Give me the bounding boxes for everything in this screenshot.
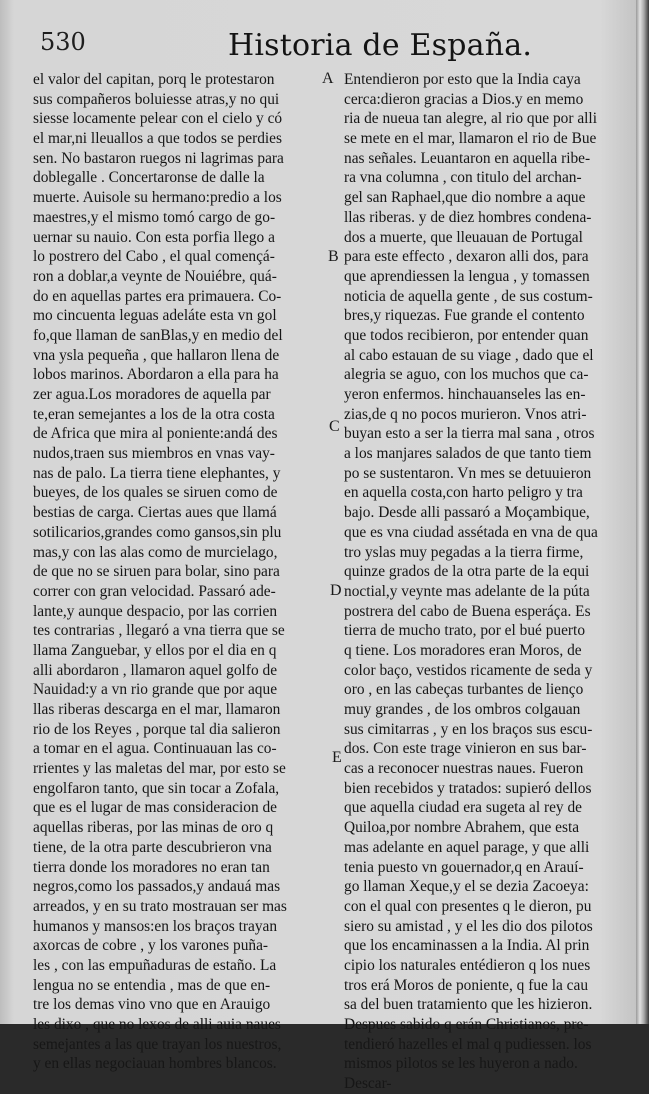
- text-line: tes contrarias , llegaró a vna tierra que se: [33, 622, 285, 640]
- text-line: rrientes y las maletas del mar, por esto se: [33, 760, 286, 778]
- text-line: aquellas riberas, por las minas de oro q: [33, 819, 274, 837]
- text-line: go llaman Xeque,y el se dezia Zacoeya:: [344, 878, 589, 896]
- page-header: [18, 18, 618, 68]
- text-line: el valor del capitan, porq le protestaron: [33, 71, 275, 88]
- text-line: a los manjares salados de que tanto tiem: [344, 445, 592, 463]
- text-line: les dixo , que no lexos de alli auia naues: [33, 1016, 281, 1033]
- text-line: sus cimitarras , y en los braços sus escu-: [344, 720, 593, 738]
- margin-marker-a: A: [322, 70, 334, 87]
- text-line: bres,y riquezas. Fue grande el contento: [344, 307, 585, 325]
- text-line: noticia de aquella gente , de sus costum-: [344, 287, 593, 305]
- text-line: dos. Con este trage vinieron en sus bar-: [344, 740, 587, 758]
- text-line: ra vna columna , con titulo del archan-: [344, 169, 582, 187]
- text-line: siesse locamente pelear con el cielo y có: [33, 110, 283, 128]
- text-line: te,eran semejantes a los de la otra costa: [33, 405, 275, 423]
- text-line: vna ysla pequeña , que hallaron llena de: [33, 346, 280, 364]
- text-line: el mar,ni lleuallos a que todos se perdies: [33, 130, 282, 148]
- text-line: fo,que llaman de sanBlas,y en medio del: [33, 326, 283, 344]
- text-line: sen. No bastaron ruegos ni lagrimas para: [33, 149, 284, 167]
- text-line: maestres,y el mismo tomó cargo de go-: [33, 208, 276, 226]
- text-line: zias,de q no pocos murieron. Vnos atri-: [344, 405, 587, 423]
- text-line: sus compañeros boluiesse atras,y no qui: [33, 90, 280, 108]
- text-line: llas riberas. y de diez hombres condena-: [344, 208, 592, 226]
- text-line: a tomar en el agua. Continuauan las co-: [33, 740, 277, 758]
- text-line: muy grandes , de los ombros colgauan: [344, 701, 581, 718]
- margin-marker-b: B: [328, 248, 339, 265]
- text-line: doblegalle . Concertaronse de dalle la: [33, 169, 265, 187]
- text-line: cipio los naturales entédieron q los nues: [344, 956, 591, 974]
- text-line: bien recebidos y tratados: supieró dellos: [344, 779, 592, 797]
- page-edge: [636, 0, 649, 1024]
- text-line: mas adelante en aquel parage, y que alli: [344, 838, 590, 856]
- text-line: tiene, de la otra parte descubrieron vna: [33, 838, 272, 856]
- text-line: que los encaminassen a la India. Al prin: [344, 937, 590, 955]
- text-line: de Africa que mira al poniente:andá des: [33, 425, 278, 443]
- text-line: que todos recibieron, por entender quan: [344, 326, 589, 344]
- text-line: Nauidad:y a vn rio grande que por aque: [33, 681, 278, 699]
- text-line: Entendieron por esto que la India caya: [344, 71, 581, 88]
- text-line: nudos,traen sus miembros en vnas vay-: [33, 445, 275, 463]
- text-line: que aprendiessen la lengua , y tomassen: [344, 267, 590, 285]
- text-line: alegria se aguo, con los muchos que ca-: [344, 366, 589, 384]
- text-line: lo postrero del Cabo , el qual començá-: [33, 248, 275, 266]
- text-line: mo cincuenta leguas adeláte esta vn gol: [33, 307, 277, 325]
- text-line: bajo. Desde alli passaró a Moçambique,: [344, 504, 590, 522]
- text-line: que es vna ciudad assétada en vna de qua: [344, 523, 598, 541]
- text-line: ria de nueua tan alegre, al rio que por alli: [344, 110, 597, 128]
- text-line: zer agua.Los moradores de aquella par: [33, 386, 271, 403]
- text-line: les , con las empuñaduras de estaño. La: [33, 956, 277, 974]
- text-line: gel san Raphael,que dio nombre a aque: [344, 189, 586, 207]
- text-line: al cabo estauan de su viage , dado que el: [344, 346, 594, 364]
- text-line: llama Zanguebar, y ellos por el dia en q: [33, 641, 277, 659]
- text-line: mismos pilotos se les huyeron a nado.: [344, 1055, 578, 1073]
- right-text-column: [344, 70, 630, 1094]
- text-line: nas señales. Leuantaron en aquella ribe-: [344, 149, 591, 167]
- text-line: tros erá Moros de poniente, q fue la cau: [344, 976, 589, 994]
- page-number: 530: [40, 28, 86, 56]
- text-line: nas de palo. La tierra tiene elephantes, y: [33, 464, 281, 482]
- text-line: dos a muerte, que lleuauan de Portugal: [344, 228, 583, 246]
- text-line: yeron enfermos. hinchauanseles las en-: [344, 386, 586, 403]
- text-line: quinze grados de la otra parte de la equi: [344, 563, 590, 581]
- text-line: ron a doblar,a veynte de Nouiébre, quá-: [33, 267, 277, 285]
- text-line: tro yslas muy pegadas a la tierra firme,: [344, 543, 584, 561]
- text-line: lengua no se entendia , mas de que en-: [33, 976, 271, 994]
- text-line: Quiloa,por nombre Abrahem, que esta: [344, 819, 580, 837]
- text-line: que es el lugar de mas consideracion de: [33, 799, 278, 817]
- text-line: llas riberas descarga en el mar, llamaron: [33, 701, 281, 718]
- text-line: mas,y con las alas como de murcielago,: [33, 543, 278, 561]
- text-line: postrera del cabo de Buena esperáça. Es: [344, 602, 591, 620]
- text-line: correr con gran velocidad. Passaró ade-: [33, 582, 276, 600]
- text-line: bestias de carga. Ciertas aues que llamá: [33, 504, 277, 522]
- text-line: tierra donde los moradores no eran tan: [33, 858, 270, 876]
- text-line: Despues sabido q erán Christianos, pre-: [344, 1016, 589, 1033]
- text-line: se mete en el mar, llamaron el rio de Bue: [344, 130, 597, 148]
- text-line: Descar-: [344, 1075, 392, 1093]
- text-line: alli abordaron , llamaron aquel golfo de: [33, 661, 278, 679]
- text-line: semejantes a las que trayan los nuestros,: [33, 1035, 282, 1053]
- text-line: sotilicarios,grandes como gansos,sin plu: [33, 523, 282, 541]
- text-line: humanos y mansos:en los braços trayan: [33, 917, 278, 935]
- text-line: con el qual con presentes q le dieron, pu: [344, 897, 592, 915]
- margin-marker-e: E: [332, 749, 342, 766]
- text-line: oro , en las cabeças turbantes de lienço: [344, 681, 584, 699]
- text-line: tierra de mucho trato, por el bué puerto: [344, 622, 586, 640]
- text-line: siero su amistad , y el les dio dos pilotos: [344, 917, 593, 935]
- text-line: cas a reconocer nuestras naues. Fueron: [344, 760, 584, 778]
- text-line: que aquella ciudad era sugeta al rey de: [344, 799, 583, 817]
- margin-marker-c: C: [329, 418, 340, 435]
- text-line: color baço, vestidos ricamente de seda y: [344, 661, 593, 679]
- text-line: bueyes, de los quales se siruen como de: [33, 484, 278, 502]
- text-line: po se sustentaron. Vn mes se detuuieron: [344, 464, 592, 482]
- left-text-column: [33, 70, 333, 1074]
- text-line: y en ellas negociauan hombres blancos.: [33, 1055, 277, 1073]
- text-line: engolfaron tanto, que sin tocar a Zofala,: [33, 779, 280, 797]
- text-line: rio de los Reyes , porque tal dia salieron: [33, 720, 281, 738]
- text-line: noctial,y veynte mas adelante de la púta: [344, 582, 590, 600]
- text-line: axorcas de cobre , y los varones puña-: [33, 937, 269, 955]
- text-line: q tiene. Los moradores eran Moros, de: [344, 641, 582, 659]
- text-line: buyan esto a ser la tierra mal sana , otros: [344, 425, 595, 443]
- text-line: tre los demas vino vno que en Arauigo: [33, 996, 271, 1014]
- text-line: lobos marinos. Abordaron a ella para ha: [33, 366, 279, 384]
- running-title: Historia de España.: [228, 28, 533, 63]
- margin-marker-d: D: [330, 582, 342, 599]
- text-line: muerte. Auisole su hermano:predio a los: [33, 189, 282, 207]
- text-line: tendieró hazelles el mal q pudiessen. los: [344, 1035, 592, 1053]
- text-line: arreados, y en su trato mostrauan ser mas: [33, 897, 287, 915]
- text-line: cerca:dieron gracias a Dios.y en memo: [344, 90, 584, 108]
- text-line: de que no se siruen para bolar, sino para: [33, 563, 280, 581]
- text-line: negros,como los passados,y andauá mas: [33, 878, 281, 896]
- text-line: uernar su nauio. Con esta porfia llego a: [33, 228, 275, 246]
- text-line: sa del buen tratamiento que les hizieron.: [344, 996, 593, 1014]
- text-line: do en aquellas partes era primauera. Co-: [33, 287, 282, 305]
- text-line: lante,y aunque despacio, por las corrien: [33, 602, 278, 620]
- text-line: para este effecto , dexaron alli dos, para: [344, 248, 589, 266]
- text-line: en aquella costa,con harto peligro y tra: [344, 484, 583, 502]
- text-line: tenia puesto vn gouernador,q en Arauí-: [344, 858, 584, 876]
